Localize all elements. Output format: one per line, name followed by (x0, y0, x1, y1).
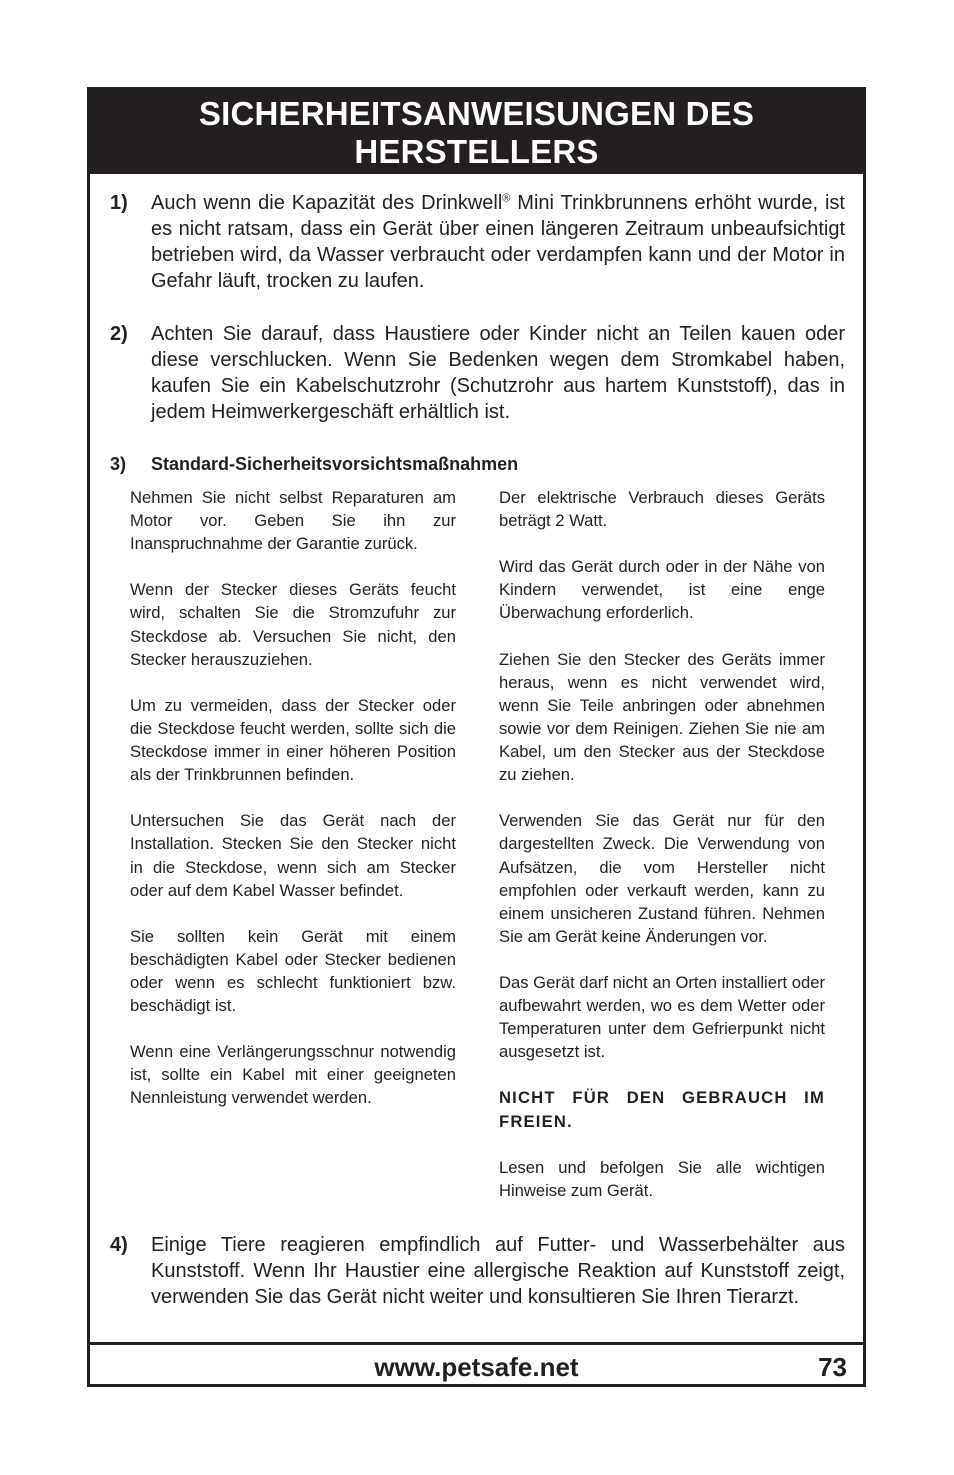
item-1-text-end: Mini Trinkbrunnens erhöht wurde, ist es nicht ratsam, dass ein Gerät über einen längeren Zeitraum unbeaufsichtigt betrieben wird, da Wasser verbraucht oder verdampfen kann und der Motor in Gefahr läuft, trocken zu laufen. (151, 192, 845, 292)
left-paragraph: Sie sollten kein Gerät mit einem beschädigten Kabel oder Stecker bedienen oder wenn es schlecht funktioniert bzw. beschädigt ist. (130, 926, 456, 1016)
right-paragraph: Verwenden Sie das Gerät nur für den dargestellten Zweck. Die Verwendung von Aufsätzen, die vom Hersteller nicht empfohlen oder verkauft werden, kann zu einem unsicheren Zustand führen. Nehmen Sie am Gerät keine Änderungen vor. (499, 811, 825, 946)
right-paragraph: Wird das Gerät durch oder in der Nähe von Kindern verwendet, ist eine enge Überwachung erforderlich. (499, 557, 825, 623)
item-4-number: 4) (110, 1234, 128, 1256)
left-paragraph: Wenn eine Verlängerungsschnur notwendig ist, sollte ein Kabel mit einer geeigneten Nennleistung verwendet werden. (130, 1042, 456, 1108)
left-paragraph: Nehmen Sie nicht selbst Reparaturen am Motor vor. Geben Sie ihn zur Inanspruchnahme der Garantie zurück. (130, 488, 456, 554)
title-line-1: SICHERHEITSANWEISUNGEN DES (198, 95, 755, 132)
item-1-number: 1) (110, 192, 128, 214)
right-paragraph: Ziehen Sie den Stecker des Geräts immer heraus, wenn es nicht verwendet wird, wenn Sie Teile anbringen oder abnehmen sowie vor dem Reinigen. Ziehen Sie nie am Kabel, um den Stecker aus der Steckdose zu ziehen. (499, 649, 825, 785)
right-paragraph: Das Gerät darf nicht an Orten installiert oder aufbewahrt werden, wo es dem Wetter oder Temperaturen unter dem Gefrierpunkt nicht ausgesetzt ist. (499, 972, 825, 1062)
item-4-text: Einige Tiere reagieren empfindlich auf Futter- und Wasserbehälter aus Kunststoff. Wenn Ihr Haustier eine allergische Reaktion auf Kunststoff zeigt, verwenden Sie das Gerät nicht weiter und konsultieren Sie Ihren Tierarzt. (151, 1234, 845, 1308)
left-column (130, 486, 456, 1133)
footer-divider (90, 1342, 863, 1345)
left-paragraph: Um zu vermeiden, dass der Stecker oder die Steckdose feucht werden, sollte sich die Steckdose immer in einer höheren Position als der Trinkbrunnen befinden. (130, 695, 456, 785)
right-column (499, 486, 825, 1225)
registered-mark: ® (502, 192, 511, 205)
left-paragraph: Wenn der Stecker dieses Geräts feucht wird, schalten Sie die Stromzufuhr zur Steckdose ab. Versuchen Sie nicht, den Stecker herauszuziehen. (130, 580, 456, 669)
item-1-text (151, 190, 845, 294)
item-2-text: Achten Sie darauf, dass Haustiere oder Kinder nicht an Teilen kauen oder diese verschlucken. Wenn Sie Bedenken wegen dem Stromkabel haben, kaufen Sie ein Kabelschutzrohr (Schutzrohr aus hartem Kunststoff), das in jedem Heimwerkergeschäft erhältlich ist. (151, 323, 845, 423)
footer-url: www.petsafe.net (374, 1352, 579, 1382)
item-3-number: 3) (110, 454, 127, 474)
item-1-text-start: Auch wenn die Kapazität des Drinkwell (151, 192, 503, 214)
page-frame (87, 87, 866, 1387)
item-3-heading: Standard-Sicherheitsvorsichtsmaßnahmen (151, 454, 519, 474)
title-line-2: HERSTELLERS (354, 133, 599, 170)
left-paragraph: Untersuchen Sie das Gerät nach der Installation. Stecken Sie den Stecker nicht in die Steckdose, wenn sich am Stecker oder auf dem Kabel Wasser befindet. (130, 811, 456, 900)
item-2-number: 2) (110, 323, 128, 345)
page-title (90, 90, 863, 174)
right-paragraph: Lesen und befolgen Sie alle wichtigen Hinweise zum Gerät. (499, 1157, 825, 1200)
outdoor-warning: NICHT FÜR DEN GEBRAUCH IM FREIEN. (499, 1088, 825, 1131)
page-number: 73 (818, 1352, 847, 1382)
right-paragraph: Der elektrische Verbrauch dieses Geräts beträgt 2 Watt. (499, 488, 825, 531)
